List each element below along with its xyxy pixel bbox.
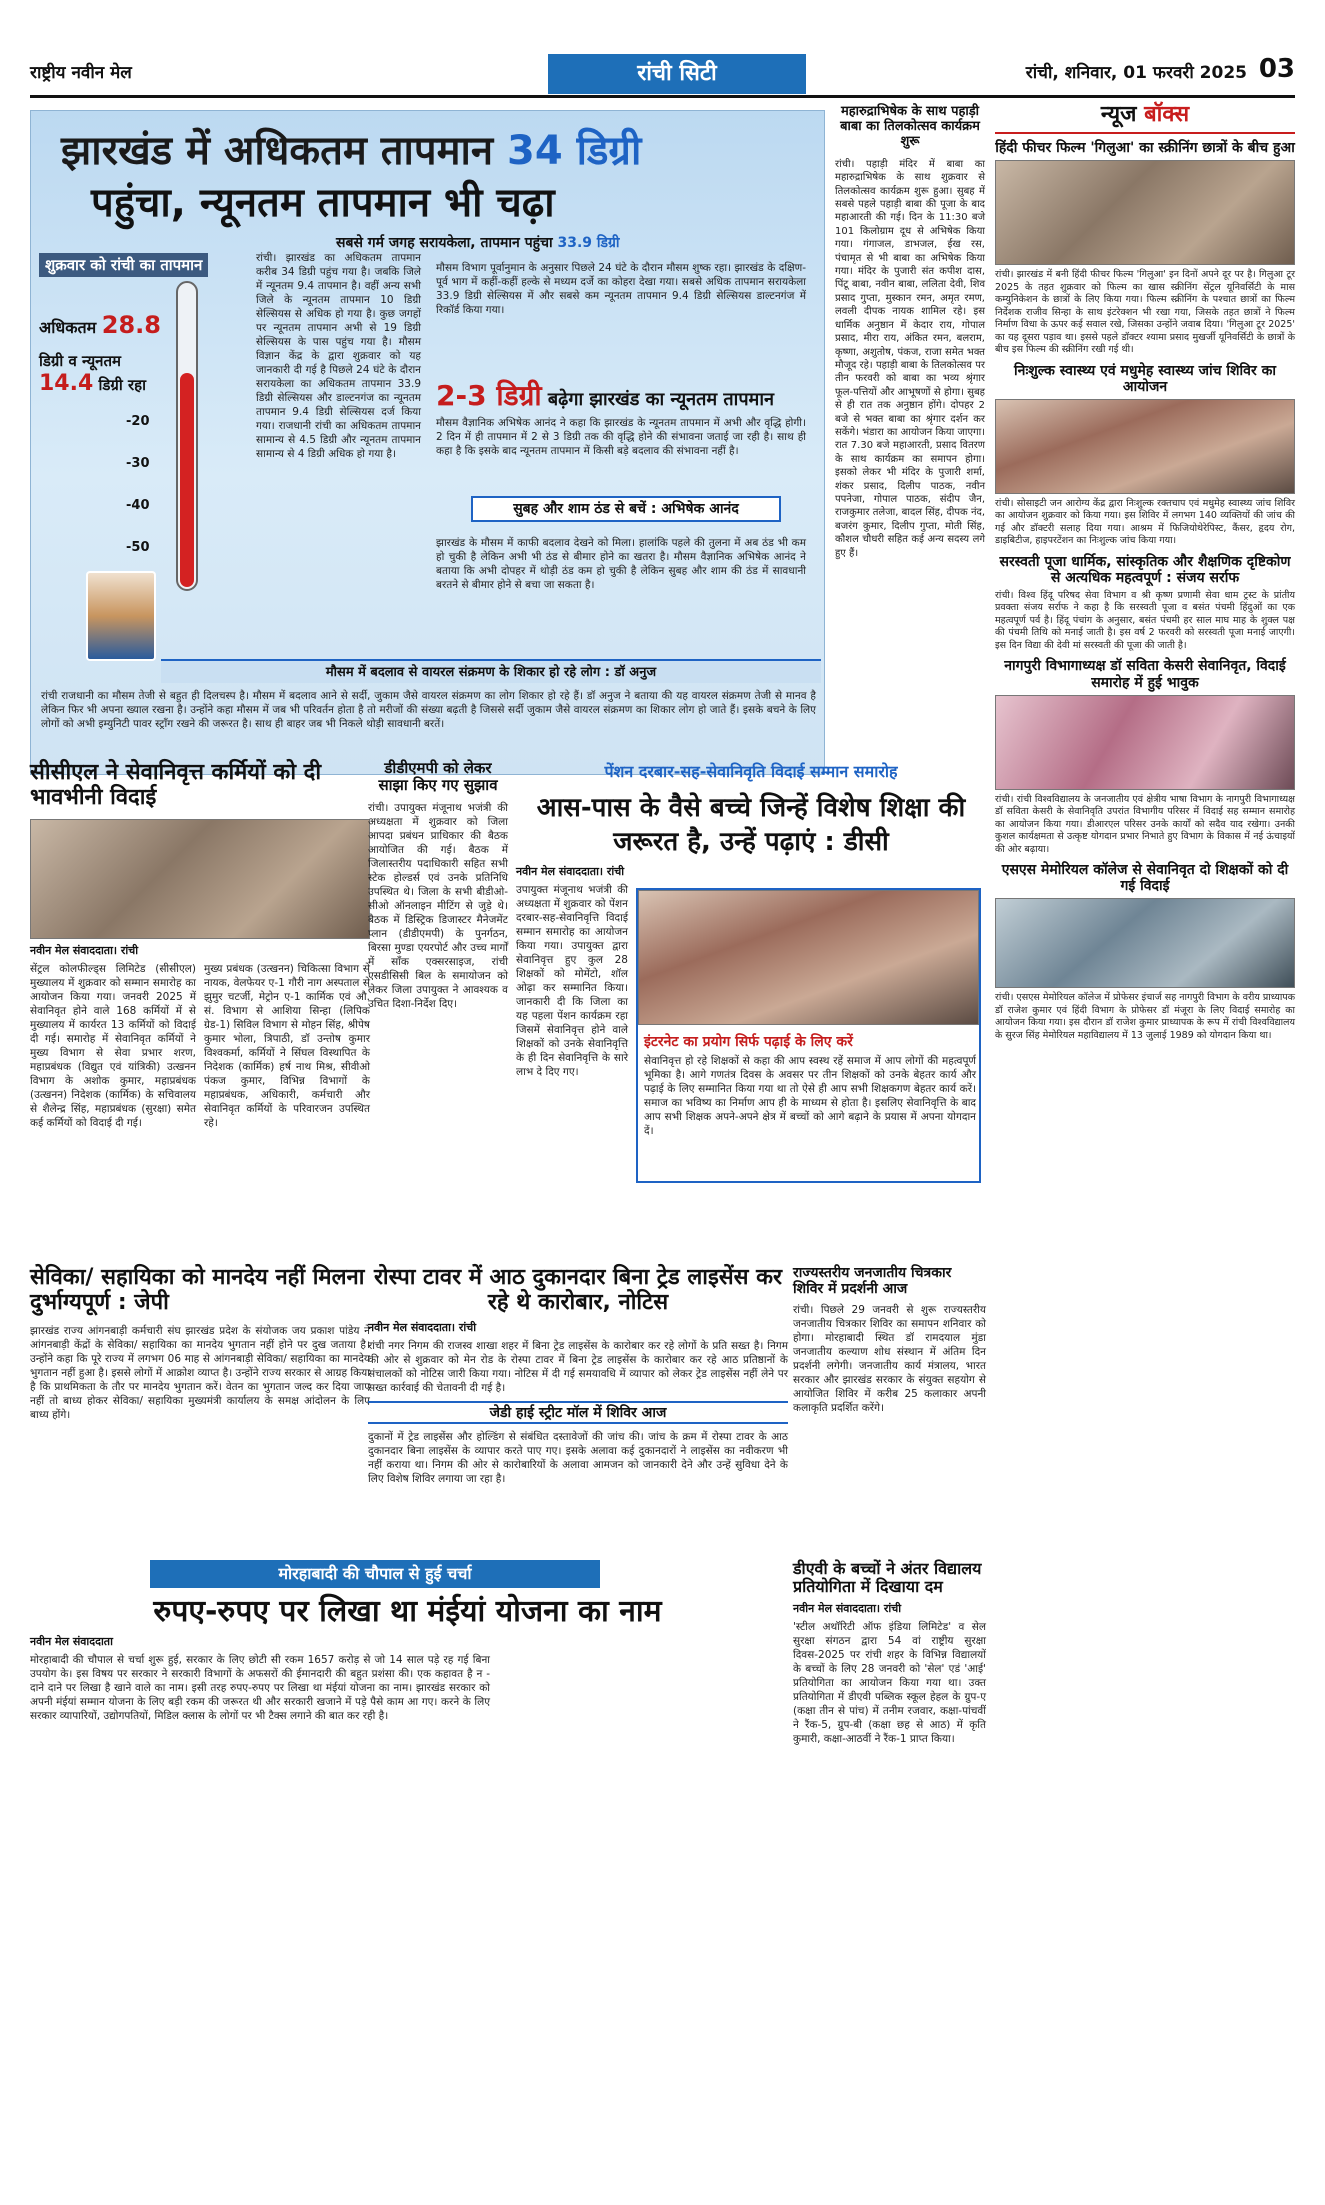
scale-tick: -30 [126, 456, 150, 471]
roshpa-camp-box: जेडी हाई स्ट्रीट मॉल में शिविर आज [368, 1401, 788, 1424]
story5-headline: एसएस मेमोरियल कॉलेज से सेवानिवृत दो शिक्षकों को दी गई विदाई [1001, 862, 1289, 895]
roshpa-byline: नवीन मेल संवाददाता। रांची [368, 1320, 477, 1334]
morabadi-story [30, 1595, 785, 1723]
lead-sub-text: सबसे गर्म जगह सरायकेला, तापमान पहुंचा [336, 235, 553, 251]
news-box-title [995, 98, 1295, 134]
thermo-scale [126, 401, 150, 569]
thermometer-icon [176, 281, 198, 591]
tribal-headline: राज्यस्तरीय जनजातीय चित्रकार शिविर में प्रदर्शनी आज [793, 1265, 952, 1298]
tribal-body: रांची। पिछले 29 जनवरी से शुरू राज्यस्तरीय जनजातीय चित्रकार शिविर का समापन शनिवार को होगा। मोरहाबादी स्थित डॉ रामदयाल मुंडा जनजातीय कल्याण शोध संस्थान में अंतिम दिन प्रदर्शनी लगेगी। जनजातीय कार्य मंत्रालय, भारत सरकार और झारखंड सरकार के संयुक्त सहयोग से आयोजित शिविर में करीब 25 कलाकार अपनी कलाकृति प्रदर्शित करेंगे। [793, 1304, 986, 1415]
ddmp-story [368, 760, 508, 1011]
pension-story [516, 760, 986, 1137]
dav-story [793, 1560, 986, 1746]
lead-story-temperature [30, 110, 825, 775]
story2-body: रांची। सोसाइटी जन आरोग्य केंद्र द्वारा निःशुल्क रक्तचाप एवं मधुमेह स्वास्थ्य जांच शिविर का आयोजन शुक्रवार को किया गया। इस शिविर में लगभग 140 व्यक्तियों की जांच की गई और डॉक्टरी सलाह दिया गया। आश्रम में फिजियोथेरेपिस्ट, कैंसर, हृदय रोग, डाइबिटीज, हाइपरटेंशन का निःशुल्क जांच किया गया। [995, 497, 1295, 547]
edition-date: रांची, शनिवार, 01 फरवरी 2025 [1025, 63, 1247, 83]
tribal-story [793, 1265, 986, 1415]
thermo-max-value: 28.8 [101, 311, 161, 339]
thermo-max [39, 311, 161, 339]
pension-box-text: सेवानिवृत्त हो रहे शिक्षकों से कहा की आप स्वस्थ रहें समाज में आप लोगों की महत्वपूर्ण भूमिका है। आगे गणतंत्र दिवस के अवसर पर तीन शिक्षकों को उनके बेहतर कार्य और पढ़ाई के लिए सम्मानित किया गया था तो ऐसे ही आप सभी शिक्षकगण बेहतर कार्य करें। समाज का भविष्य का निर्माण आप ही के माध्यम से होता है। इसलिए सेवानिवृत्ति के बाद आप सभी शिक्षक अपने-अपने क्षेत्र में बच्चों को आगे बढ़ाने के प्रयास में अपना योगदान दें। [644, 1055, 976, 1137]
doctor-quote-body: रांची राजधानी का मौसम तेजी से बहुत ही दिलचस्प है। मौसम में बदलाव आने से सर्दी, जुकाम जैसे वायरल संक्रमण का लोग शिकार हो रहे हैं। डॉ अनुज ने बताया की यह वायरल संक्रमण तेजी से मानव है लेकिन फिर भी अपना ख्याल रखना है। उन्होंने कहा मौसम में जब भी परिवर्तन होता है तो मरीजों की संख्या बढ़ती है जिससे सर्दी जुकाम जैसे वायरल संक्रमण का शिकार लोग हो जाते हैं। इसके बचने के लिए लोगों को अभी इम्युनिटी पावर स्ट्रॉंग रखने की जरूरत है। साथ ही बाहर जब भी निकले थोड़ी सावधानी बरतें। [41, 690, 816, 730]
ccl-story [30, 760, 370, 1130]
lead-headline-accent: 34 डिग्री [507, 128, 642, 174]
masthead [30, 50, 1295, 98]
ritual-story [835, 105, 985, 560]
thermo-min-label: डिग्री व न्यूनतम [39, 352, 122, 370]
news-box-column [995, 98, 1295, 1042]
roshpa-body-b: दुकानों में ट्रेड लाइसेंस और होल्डिंग से संबंधित दस्तावेजों की जांच की। जांच के क्रम में रोस्पा टावर के आठ दुकानदार बिना लाइसेंस के व्यापार करते पाए गए। इसके अलावा कई दुकानदारों ने लाइसेंस का नवीकरण भी नहीं कराया था। निगम की ओर से कारोबारियों के अलावा आमजन को जानकारी देने और उन्हें सुविधा देने के लिए विशेष शिविर लगाया जा रहा है। [368, 1430, 788, 1485]
dav-body: 'स्टील अथॉरिटी ऑफ इंडिया लिमिटेड' व सेल सुरक्षा संगठन द्वारा 54 वां राष्ट्रीय सुरक्षा दिवस-2025 पर रांची शहर के विभिन्न विद्यालयों के बच्चों के लिए 28 जनवरी को 'सेल' एडं 'आई' प्रतियोगिता का आयोजन किया गया था। उक्त प्रतियोगिता में डीएवी पब्लिक स्कूल हेहल के ग्रुप-ए (कक्षा तीन से पांच) में तनीम रजवार, कक्षा-पांचवीं ने रैंक-5, ग्रुप-बी (कक्षा छह से आठ) में कृति कुमारी, कक्षा-आठवीं ने रैंक-1 प्राप्त किया। [793, 1620, 986, 1745]
thermo-min [39, 351, 146, 396]
story1-headline: हिंदी फीचर फिल्म 'गिलुआ' का स्क्रीनिंग छात्रों के बीच हुआ [995, 140, 1295, 156]
pension-kicker: पेंशन दरबार-सह-सेवानिवृति विदाई सम्मान समारोह [604, 762, 898, 781]
scale-tick: -50 [126, 540, 150, 555]
roshpa-story [368, 1265, 788, 1486]
advice-box: सुबह और शाम ठंड से बचें : अभिषेक आनंद [471, 496, 781, 522]
dav-headline: डीएवी के बच्चों ने अंतर विद्यालय प्रतियोगिता में दिखाया दम [793, 1559, 982, 1597]
ccl-headline: सीसीएल ने सेवानिवृत्त कर्मियों को दी भावभीनी विदाई [30, 760, 322, 811]
story1-photo [995, 160, 1295, 265]
sevika-headline: सेविका/ सहायिका को मानदेय नहीं मिलना दुर्भाग्यपूर्ण : जेपी [30, 1265, 365, 1316]
scale-tick: -40 [126, 498, 150, 513]
news-box-title-a: न्यूज [1100, 102, 1137, 127]
story2-headline: निःशुल्क स्वास्थ्य एवं मधुमेह स्वास्थ्य जांच शिविर का आयोजन [1014, 362, 1276, 395]
story3-headline: सरस्वती पूजा धार्मिक, सांस्कृतिक और शैक्षणिक दृष्टिकोण से अत्यधिक महत्वपूर्ण : संजय सर्राफ [999, 553, 1291, 586]
thermo-mercury [180, 373, 194, 587]
thermo-max-label: अधिकतम [39, 318, 97, 337]
lead-subheadline [336, 233, 620, 252]
sevika-story [30, 1265, 370, 1422]
ccl-body-col-b: मुख्य प्रबंधक (उत्खनन) चिकित्सा विभाग से नायक, वेलफेयर ए-1 गौरी नाग अस्पताल से झुमुर चटर्जी, मेट्रोन ए-1 कार्मिक एवं औ. सं. विभाग से आशिया सिन्हा (लिपिक ग्रेड-1) सिविल विभाग से मोहन सिंह, श्रीपेष कुमार भोला, त्रिपाठी, डॉ उन्तोष कुमार विश्वकर्मा, कर्मियों ने सिंघल विस्थापित के निदेशक (कार्मिक) हर्ष नाथ मिश्र, सीवीओ पंकज कुमार, विभिन्न विभागों के महाप्रबंधक, अधिकारी, कर्मचारी और सेवानिवृत कर्मियों के परिवारजन उपस्थित रहे। [204, 962, 370, 1129]
story1-body: रांची। झारखंड में बनी हिंदी फीचर फिल्म 'गिलुआ' इन दिनों अपने दूर पर है। गिलुआ टूर 2025 के तहत शुक्रवार को फिल्म का खास स्क्रीनिंग सेंट्रल यूनिवर्सिटी के मास कम्युनिकेशन के छात्रों के लिए किया गया। फिल्म स्क्रीनिंग के पश्चात छात्रों का फिल्म निर्देशक राजीव सिन्हा के साथ इंटरेक्शन भी रखा गया, जिसके तहत छात्रों ने फिल्म निर्माण विधा के ऊपर कई सवाल रखे, जिसका उन्होंने जवाब दिया। 'गिलुआ टूर 2025' का यह दूसरा पड़ाव था। इससे पहले डॉक्टर श्यामा प्रसाद मुखर्जी यूनिवर्सिटी के छात्रों के बीच इस फिल्म की स्क्रीनिंग रखी गई थी। [995, 269, 1295, 356]
lead-body-col4: झारखंड के मौसम में काफी बदलाव देखने को मिला। हालांकि पहले की तुलना में अब ठंड भी कम हो चुकी है लेकिन अभी भी ठंड से बीमार होने का खतरा है। मौसम वैज्ञानिक अभिषेक आनंद ने बताया कि अभी दोपहर में थोड़ी ठंड कम हो चुकी है लेकिन सुबह और शाम की ठंड में सावधानी बरतने से बीमार होने से बचा जा सकता है। [436, 537, 806, 591]
ccl-photo [30, 819, 370, 939]
ritual-headline: महारुद्राभिषेक के साथ पहाड़ी बाबा का तिलकोत्सव कार्यक्रम शुरू [840, 104, 980, 149]
story5-photo [995, 898, 1295, 988]
thermo-min-unit: डिग्री रहा [98, 376, 146, 394]
lead-headline-text: झारखंड में अधिकतम तापमान [61, 128, 494, 174]
lead-sub-accent: 33.9 डिग्री [557, 235, 620, 251]
thermo-label: शुक्रवार को रांची का तापमान [39, 253, 208, 277]
pension-headline: आस-पास के वैसे बच्चे जिन्हें विशेष शिक्षा की जरूरत है, उन्हें पढ़ाएं : डीसी [536, 793, 966, 857]
lead-headline-line2: पहुंचा, न्यूनतम तापमान भी चढ़ा [91, 180, 555, 226]
doctor-portrait [86, 571, 156, 661]
lead-subhead [436, 376, 774, 414]
story2-photo [995, 399, 1295, 494]
morabadi-body: मोरहाबादी की चौपाल से चर्चा शुरू हुई, सरकार के लिए छोटी सी रकम 1657 करोड़ से जो 14 साल पड़े रह गई बिना उपयोग के। इस विषय पर सरकार ने सरकारी विभागों के अफसरों की ईमानदारी की बहुत प्रशंसा की। एक कहावत है न - दाने दाने पर लिखा है खाने वाले का नाम। इसी तरह रुपए-रुपए पर लिखा था मंईयां योजना का नाम। झारखंड सरकार को अपनी मंईयां सम्मान योजना के लिए बड़ी रकम की जरूरत थी और सरकारी खजाने में पड़े पैसे काम आ गए। करने के लिए सरकार व्यापारियों, उद्योगपतियों, मिडिल क्लास के लोगों पर भी टैक्स लगाने की बात कर रही है। [30, 1653, 490, 1722]
doctor-quote-bar: मौसम में बदलाव से वायरल संक्रमण के शिकार हो रहे लोग : डॉ अनुज [161, 659, 821, 683]
lead-body-col1: रांची। झारखंड का अधिकतम तापमान करीब 34 डिग्री पहुंच गया है। जबकि जिले में न्यूनतम 9.4 तापमान है। वहीं अन्य सभी जिले के न्यूनतम तापमान 10 डिग्री सेल्सियस से अधिक हो गया है। कुछ जगहों पर न्यूनतम तापमान अभी से 19 डिग्री सेल्सियस के पास पहुंच गया है। मौसम विज्ञान केंद्र के द्वारा शुक्रवार को यह जानकारी दी गई है पिछले 24 घंटे के दौरान सरायकेला का अधिकतम तापमान 33.9 डिग्री सेल्सियस और डाल्टनगंज का न्यूनतम तापमान 9.4 डिग्री सेल्सियस दर्ज किया गया। राजधानी रांची का अधिकतम तापमान सामान्य से 4.5 डिग्री और न्यूनतम तापमान सामान्य से 4 डिग्री अधिक हो गया है। [256, 252, 421, 460]
section-title: रांची सिटी [548, 54, 806, 94]
newspaper-brand: राष्ट्रीय नवीन मेल [30, 63, 132, 83]
dav-byline: नवीन मेल संवाददाता। रांची [793, 1601, 902, 1615]
morabadi-byline: नवीन मेल संवाददाता [30, 1634, 113, 1648]
ccl-body [30, 962, 370, 1130]
news-box-title-b: बॉक्स [1144, 102, 1190, 127]
ddmp-body: रांची। उपायुक्त मंजूनाथ भजंत्री की अध्यक्षता में शुक्रवार को जिला आपदा प्रबंधन प्राधिकार की बैठक आयोजित की गई। बैठक में जिलास्तरीय पदाधिकारी सहित सभी स्टेक होल्डर्स एवं उनके प्रतिनिधि उपस्थित थे। जिला के सभी बीडीओ-सीओ ऑनलाइन मीटिंग से जुड़े थे। बैठक में डिस्ट्रिक डिजास्टर मैनेजमेंट प्लान (डीडीएमपी) के पुनर्गठन, बिरसा मुण्डा एयरपोर्ट और उच्च मार्गों में साँक एक्सरसाइज, रांची एसडीसिसी बिल के समायोजन को लेकर जिला उपायुक्त ने आवश्यक व उचित दिशा-निर्देश दिए। [368, 801, 508, 1010]
sevika-body: झारखंड राज्य आंगनबाड़ी कर्मचारी संघ झारखंड प्रदेश के संयोजक जय प्रकाश पांडेय ने आंगनबाड़ी केंद्रों के सेविका/ सहायिका का मानदेय भुगतान नहीं होने पर दुख जताया है। उन्होंने कहा कि पूरे राज्य में लगभग 06 माह से आंगनबाड़ी सेविका/ सहायिका का मानदेय भुगतान नहीं हुआ है। इससे लोगों में आक्रोश व्याप्त है। उन्होंने राज्य सरकार से आग्रह किया है कि प्राथमिकता के तौर पर मानदेय भुगतान करें। वेतन का भुगतान जल्द कर दिया जाए नहीं तो बाध्य होकर सेविका/ सहायिका मुख्यमंत्री कार्यालय के समक्ष आंदोलन के लिए बाध्य होंगे। [30, 1324, 370, 1421]
pension-body: उपायुक्त मंजूनाथ भजंत्री की अध्यक्षता में शुक्रवार को पेंशन दरबार-सह-सेवानिवृत्ति विदाई सम्मान समारोह का आयोजन किया गया। उपायुक्त द्वारा सेवानिवृत्त हुए कुल 28 शिक्षकों को मोमेंटो, शॉल ओढ़ा कर सम्मानित किया। जानकारी दी कि जिला का यह पहला पेंशन कार्यक्रम रहा जिसमें सेवानिवृत्त होने वाले शिक्षकों को उनके सेवानिवृत्ति के ही दिन सेवानिवृत्ति के सारे लाभ दे दिए गए। [516, 883, 628, 1078]
pension-caption: इंटरनेट का प्रयोग सिर्फ पढ़ाई के लिए करें [644, 1034, 853, 1050]
lead-subhead-number: 2-3 डिग्री [436, 379, 542, 412]
roshpa-body-a: रांची नगर निगम की राजस्व शाखा शहर में बिना ट्रेड लाइसेंस के कारोबार कर रहे लोगों के प्रति सख्त है। निगम की ओर से शुक्रवार को मेन रोड के रोस्पा टावर में बिना ट्रेड लाइसेंस के कारोबार कर रहे आठ प्रतिष्ठानों के संचालकों को नोटिस जारी किया गया। नोटिस में दी गई समयावधि में व्यापार को लेकर ट्रेड लाइसेंस नहीं लेने पर सख्त कार्रवाई की चेतावनी दी गई है। [368, 1339, 788, 1394]
pension-photo [638, 890, 979, 1025]
lead-body-col2: मौसम विभाग पूर्वानुमान के अनुसार पिछले 24 घंटे के दौरान मौसम शुष्क रहा। झारखंड के दक्षिण-पूर्व भाग में कहीं-कहीं हल्के से मध्यम दर्जे का कोहरा देखा गया। सबसे अधिक तापमान सरायकेला 33.9 डिग्री सेल्सियस में और सबसे कम न्यूनतम तापमान 9.4 डिग्री सेल्सियस डाल्टनगंज में रिकॉर्ड किया गया। [436, 262, 806, 316]
roshpa-headline: रोस्पा टावर में आठ दुकानदार बिना ट्रेड लाइसेंस कर रहे थे कारोबार, नोटिस [373, 1265, 783, 1316]
story5-body: रांची। एसएस मेमोरियल कॉलेज में प्रोफेसर इंचार्ज सह नागपुरी विभाग के वरीय प्राध्यापक डॉ राजेश कुमार एवं हिंदी विभाग के प्रोफेसर डॉ मंजूरा के लिए विदाई समारोह का आयोजन किया गया। इस दौरान डॉ राजेश कुमार प्राध्यापक के रूप में रांची विश्वविद्यालय के सुरज सिंह मेमोरियल महाविद्यालय में 13 जुलाई 1989 को योगदान किया था। [995, 992, 1295, 1041]
scale-tick: -20 [126, 414, 150, 429]
story4-headline: नागपुरी विभागाध्यक्ष डॉ सविता केसरी सेवानिवृत, विदाई समारोह में हुई भावुक [1004, 658, 1286, 691]
pension-highlight-box [636, 888, 981, 1183]
lead-body-col3: मौसम वैज्ञानिक अभिषेक आनंद ने कहा कि झारखंड के न्यूनतम तापमान में अभी और वृद्धि होगी। 2 दिन में ही तापमान में 2 से 3 डिग्री तक की वृद्धि होने की संभावना जताई जा रही है। साथ ही कहा है कि इसके बाद न्यूनतम तापमान में किसी बड़े बदलाव की संभावना नहीं है। [436, 417, 806, 457]
morabadi-headline: रुपए-रुपए पर लिखा था मंईयां योजना का नाम [153, 1594, 662, 1629]
pension-byline: नवीन मेल संवाददाता। रांची [516, 864, 625, 878]
ddmp-headline: डीडीएमपी को लेकर साझा किए गए सुझाव [378, 759, 498, 795]
ritual-body: रांची। पहाड़ी मंदिर में बाबा का महारुद्राभिषेक के साथ शुक्रवार से तिलकोत्सव कार्यक्रम शुरू हुआ। सुबह में सबसे पहले पहाड़ी बाबा की पूजा के बाद महाआरती की गई। दिन के 11:30 बजे 101 किलोग्राम दूध से अभिषेक किया गया। गंगाजल, डाभजल, ईख रस, पंचामृत से भी बाबा का अभिषेक किया गया। मंदिर के पुजारी संत कपीश दास, पिंटू बाबा, नवीन बाबा, ललिता देवी, शिव प्रसाद गुप्ता, मुस्कान रमन, अमृत रमण, लवली दीपक नायक शामिल रहे। इस धार्मिक अनुष्ठान में केदार राय, गोपाल प्रसाद, मीरा राय, अंकित रमन, बलराम, कृष्णा, अशुतोष, पंकज, राजा समेत भक्त मौजूद रहे। पहाड़ी बाबा के तिलकोत्सव पर तीन फरवरी को बाबा का भव्य श्रृंगार फूल-पत्तियों और आभूषणों से होगा। सुबह से ही रात तक अनुष्ठान होंगे। दोपहर 2 बजे से भक्त बाबा का श्रृंगार दर्शन कर सकेंगे। भंडारा का आयोजन किया जाएगा। रात 7.30 बजे महाआरती, प्रसाद वितरण के साथ कार्यक्रम का समापन होगा। इसको लेकर भी मंदिर के पुजारी शर्मा, शंकर प्रसाद, दिलीप पाठक, नवीन पपनेजा, गोपाल पाठक, संदीप जैन, राजकुमार तलेजा, बादल सिंह, दीपक नंद, बजरंग कुमार, दिलीप गुप्ता, मोती सिंह, कौशल चौधरी सहित कई अन्य सदस्य लगे हुए हैं। [835, 158, 985, 559]
morabadi-kicker: मोरहाबादी की चौपाल से हुई चर्चा [150, 1560, 600, 1588]
ccl-body-col-a: सेंट्रल कोलफील्ड्स लिमिटेड (सीसीएल) मुख्यालय में शुक्रवार को सम्मान समारोह का आयोजन किया गया। जनवरी 2025 में सेवानिवृत होने वाले 168 कर्मियों में से मुख्यालय में कार्यरत 13 कर्मियों को विदाई दी गई। समारोह में सेवानिवृत कर्मियों ने मुख्य विभाग से सेवा प्रभार शरण, महाप्रबंधक (विद्युत एवं यांत्रिकी) उत्खनन विभाग के अशोक कुमार, महाप्रबंधक (उत्खनन) निदेशक (कार्मिक) के सचिवालय से शैलेन्द्र सिंह, महाप्रबंधक (सुरक्षा) समेत कई कर्मियों को विदाई दी गई। [30, 962, 196, 1129]
story3-body: रांची। विश्व हिंदू परिषद सेवा विभाग व श्री कृष्ण प्रणामी सेवा धाम ट्रस्ट के प्रांतीय प्रवक्ता संजय सर्राफ ने कहा है कि सरस्वती पूजा व बसंत पंचमी हिंदुओं का एक महत्वपूर्ण पर्व है। हिंदू पंचांग के अनुसार, बसंत पंचमी हर साल माघ माह के शुक्ल पक्ष की पंचमी तिथि को मनाई जाती है। इस वर्ष 2 फरवरी को सरस्वती पूजा मनाई जाएगी। इस दिन विद्या की देवी मां सरस्वती की पूजा की जाती है। [995, 589, 1295, 651]
ccl-byline: नवीन मेल संवाददाता। रांची [30, 943, 139, 957]
thermo-min-value: 14.4 [39, 371, 94, 396]
lead-subhead-text: बढ़ेगा झारखंड का न्यूनतम तापमान [547, 389, 774, 410]
lead-headline-line1 [61, 121, 641, 176]
page-number: 03 [1258, 54, 1295, 84]
story4-photo [995, 695, 1295, 790]
thermometer-graphic [31, 241, 251, 601]
story4-body: रांची। रांची विश्वविद्यालय के जनजातीय एवं क्षेत्रीय भाषा विभाग के नागपुरी विभागाध्यक्ष डॉ सविता केसरी के सेवानिवृति उपरांत विभागीय परिसर में विदाई सह सम्मान समारोह का आयोजन किया गया। डीआरएल परिसर उनके कार्यों को सदैव याद रखेगा। उनकी कुशल कार्यक्षमता से उत्कृष्ट योगदान प्रभार निभाते हुए विभाग के विकास में नई ऊंचाइयों की ओर बढ़ाया। [995, 793, 1295, 855]
